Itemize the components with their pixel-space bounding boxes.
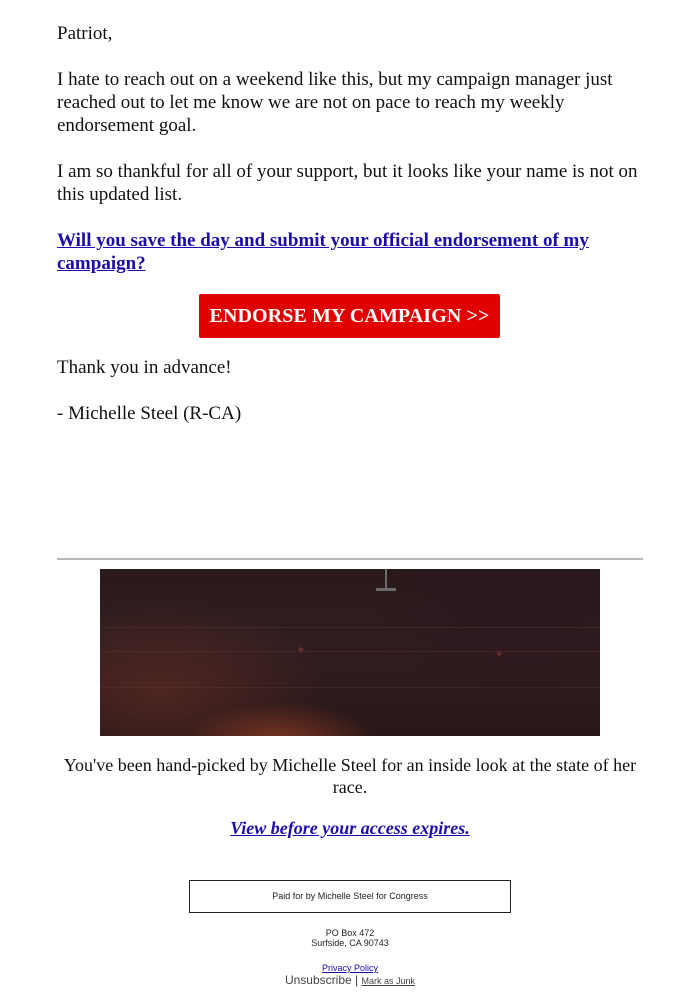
handpicked-text: You've been hand-picked by Michelle Steel for an inside look at the state of her race. bbox=[63, 755, 637, 797]
mailing-address bbox=[0, 928, 700, 948]
thanks-text: Thank you in advance! bbox=[57, 357, 232, 378]
endorse-link[interactable]: Will you save the day and submit your official endorsement of my campaign? bbox=[57, 230, 589, 274]
unsubscribe-row bbox=[0, 973, 700, 988]
sparkle-icon: ✦ bbox=[494, 647, 505, 661]
address-line-1: PO Box 472 bbox=[325, 928, 375, 938]
hero-texture-line bbox=[100, 687, 600, 688]
endorse-button-wrapper bbox=[57, 294, 642, 338]
privacy-row bbox=[0, 963, 700, 973]
paid-for-disclaimer: Paid for by Michelle Steel for Congress bbox=[189, 880, 511, 913]
separator: | bbox=[355, 973, 359, 987]
hero-image[interactable] bbox=[100, 569, 600, 736]
signature-text: - Michelle Steel (R-CA) bbox=[57, 403, 242, 424]
hero-texture-line bbox=[100, 651, 600, 652]
endorse-campaign-button[interactable]: ENDORSE MY CAMPAIGN >> bbox=[199, 294, 501, 338]
view-access-link[interactable]: View before your access expires. bbox=[230, 818, 470, 838]
body-paragraph-1: I hate to reach out on a weekend like this, but my campaign manager just reached out to let me know we are not on pace to reach my weekly endorsement goal. bbox=[57, 69, 613, 136]
email-body bbox=[57, 22, 647, 425]
mark-as-junk-link[interactable]: Mark as Junk bbox=[361, 976, 416, 986]
footer-divider bbox=[57, 558, 643, 560]
greeting-text: Patriot, bbox=[57, 23, 113, 44]
address-line-2: Surfside, CA 90743 bbox=[311, 938, 389, 948]
body-paragraph-2: I am so thankful for all of your support, but it looks like your name is not on this updated list. bbox=[57, 161, 638, 205]
sparkle-icon: ✦ bbox=[296, 643, 307, 657]
privacy-policy-link[interactable]: Privacy Policy bbox=[321, 963, 378, 973]
unsubscribe-link[interactable]: Unsubscribe bbox=[284, 973, 352, 987]
hero-texture-line bbox=[100, 627, 600, 628]
hero-marker-icon bbox=[376, 569, 396, 593]
